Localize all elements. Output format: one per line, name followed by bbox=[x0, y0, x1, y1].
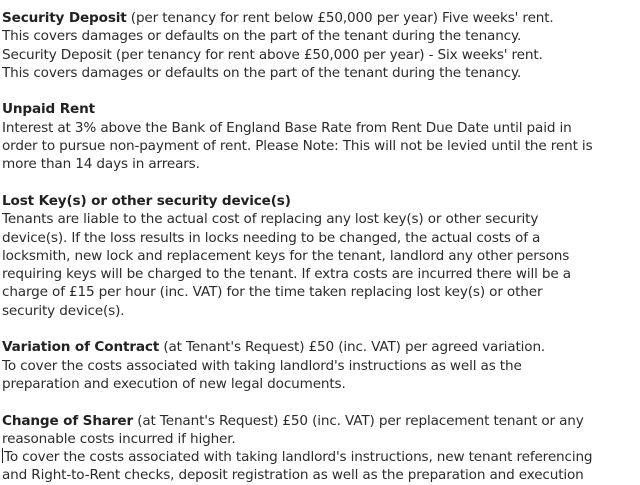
security-deposit-line-4: This covers damages or defaults on the part of the tenant during the tenancy. bbox=[2, 64, 522, 81]
change-of-sharer-line-1 bbox=[2, 412, 640, 430]
security-deposit-line-2: This covers damages or defaults on the part of the tenant during the tenancy. bbox=[2, 28, 522, 45]
lost-keys-line-1: Tenants are liable to the actual cost of replacing any lost key(s) or other security bbox=[2, 211, 539, 228]
security-deposit-above-terms: (per tenancy for rent above £50,000 per year) - Six weeks' rent. bbox=[111, 46, 543, 63]
lost-keys-line-3: locksmith, new lock and replacement keys for the tenant, landlord any other persons bbox=[2, 247, 570, 264]
variation-line-2: To cover the costs associated with taking landlord's instructions as well as the bbox=[2, 357, 522, 374]
change-of-sharer-line-3-text[interactable]: To cover the costs associated with taking landlord's instructions, new tenant referencing bbox=[4, 449, 593, 466]
lost-keys-line-6: security device(s). bbox=[2, 302, 125, 319]
variation-terms: (at Tenant's Request) £50 (inc. VAT) per agreed variation. bbox=[159, 339, 546, 356]
unpaid-rent-line-2: order to pursue non-payment of rent. Please Note: This will not be levied until the rent is bbox=[2, 138, 593, 155]
change-of-sharer-line-2: reasonable costs incurred if higher. bbox=[2, 430, 236, 447]
security-deposit-heading-2: Security Deposit bbox=[2, 46, 112, 63]
paragraph-gap bbox=[2, 393, 640, 411]
security-deposit-below-terms: (per tenancy for rent below £50,000 per year) Five weeks' rent. bbox=[126, 10, 554, 26]
lost-keys-line-2: device(s). If the loss results in locks needing to be changed, the actual costs of a bbox=[2, 229, 541, 246]
lost-keys-heading: Lost Key(s) or other security device(s) bbox=[2, 192, 291, 209]
variation-line-1 bbox=[2, 338, 640, 356]
lost-keys-line-5: charge of £15 per hour (inc. VAT) for the time taken replacing lost key(s) or other bbox=[2, 284, 543, 301]
unpaid-rent-heading: Unpaid Rent bbox=[2, 101, 95, 118]
paragraph-gap bbox=[2, 320, 640, 338]
document-body bbox=[2, 9, 640, 485]
unpaid-rent-line-3: more than 14 days in arrears. bbox=[2, 156, 200, 173]
security-deposit-line-3 bbox=[2, 46, 640, 64]
change-of-sharer-terms: (at Tenant's Request) £50 (inc. VAT) per replacement tenant or any bbox=[133, 412, 584, 429]
change-of-sharer-line-3[interactable] bbox=[2, 448, 640, 466]
text-cursor bbox=[2, 448, 3, 463]
variation-heading: Variation of Contract bbox=[2, 339, 160, 356]
change-of-sharer-heading: Change of Sharer bbox=[2, 412, 134, 429]
unpaid-rent-line-1: Interest at 3% above the Bank of England Base Rate from Rent Due Date until paid in bbox=[2, 119, 572, 136]
change-of-sharer-line-4: and Right-to-Rent checks, deposit registration as well as the preparation and execution bbox=[2, 467, 584, 484]
paragraph-gap bbox=[2, 174, 640, 192]
variation-line-3: preparation and execution of new legal documents. bbox=[2, 375, 346, 392]
lost-keys-line-4: requiring keys will be charged to the tenant. If extra costs are incurred there will be a bbox=[2, 266, 571, 283]
security-deposit-heading: Security Deposit bbox=[2, 10, 127, 26]
security-deposit-line-1 bbox=[2, 9, 640, 27]
paragraph-gap bbox=[2, 82, 640, 100]
